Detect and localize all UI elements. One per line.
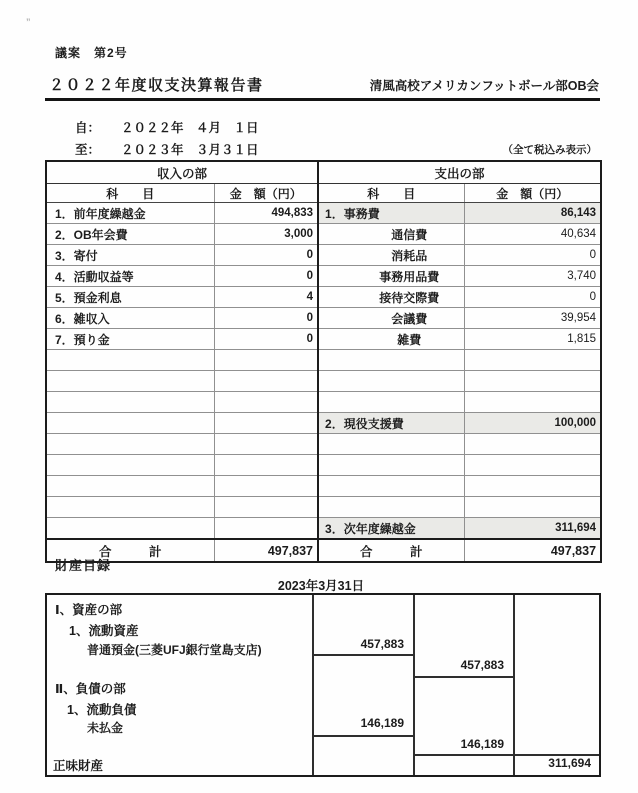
expense-total-label: 合 計: [318, 539, 464, 562]
payables-amount: 146,189: [360, 716, 404, 730]
total-row: [46, 539, 601, 562]
inventory-table: [45, 593, 601, 777]
income-label-cell: [46, 455, 214, 476]
expense-label-cell: 1．事務費: [318, 203, 464, 224]
period-from-value: ２０２２年 ４月 １日: [121, 121, 259, 135]
column-header-row: [46, 184, 601, 203]
inventory-date: 2023年3月31日: [277, 579, 365, 593]
expense-amount-cell: 3,740: [464, 266, 601, 287]
expense-label-cell: [318, 455, 464, 476]
expense-label-cell: 消耗品: [318, 245, 464, 266]
expense-amount-cell: [464, 455, 601, 476]
expense-label-cell: 接待交際費: [318, 287, 464, 308]
income-amount-cell: [214, 518, 318, 540]
scan-artifact-mark: ”: [26, 17, 31, 27]
expense-amount-cell: 311,694: [464, 518, 601, 540]
table-row: [46, 266, 601, 287]
tax-inclusive-note: （全て税込み表示）: [502, 144, 597, 156]
report-title: ２０２２年度収支決算報告書: [49, 77, 264, 94]
expense-amount-cell: 100,000: [464, 413, 601, 434]
income-label-cell: [46, 350, 214, 371]
income-label-cell: 4．活動収益等: [46, 266, 214, 287]
expense-label-cell: 通信費: [318, 224, 464, 245]
expense-amount-cell: [464, 476, 601, 497]
expense-label-cell: [318, 371, 464, 392]
deposit-underline: [312, 654, 413, 656]
income-amount-cell: 0: [214, 245, 318, 266]
income-label-cell: 3．寄付: [46, 245, 214, 266]
table-row: [46, 413, 601, 434]
table-row: [46, 224, 601, 245]
agenda-number: 議案 第2号: [55, 46, 128, 60]
income-label-cell: [46, 476, 214, 497]
income-amount-cell: [214, 413, 318, 434]
expense-label-cell: [318, 350, 464, 371]
organization-name: 清風高校アメリカンフットボール部OB会: [369, 79, 599, 93]
inventory-title: 財産目録: [55, 558, 112, 573]
expense-label-cell: [318, 392, 464, 413]
income-total-label: 合 計: [46, 539, 214, 562]
table-row: [46, 287, 601, 308]
expense-amount-cell: 86,143: [464, 203, 601, 224]
expense-amount-cell: 0: [464, 245, 601, 266]
liabilities-subtotal-amount: 146,189: [460, 737, 504, 751]
expense-label-cell: [318, 476, 464, 497]
income-label-cell: [46, 392, 214, 413]
income-amount-header: 金 額（円）: [214, 184, 318, 203]
income-amount-cell: [214, 455, 318, 476]
period-to-row: [75, 140, 259, 158]
expense-label-cell: 雑費: [318, 329, 464, 350]
expense-amount-cell: [464, 434, 601, 455]
table-row: [46, 245, 601, 266]
title-bar: [45, 74, 600, 101]
expense-label-cell: 会議費: [318, 308, 464, 329]
income-label-cell: [46, 413, 214, 434]
income-label-cell: 6．雑収入: [46, 308, 214, 329]
expense-amount-cell: 39,954: [464, 308, 601, 329]
income-label-cell: [46, 434, 214, 455]
income-amount-cell: [214, 476, 318, 497]
period-from-label: 自：: [75, 121, 101, 135]
expense-amount-cell: [464, 371, 601, 392]
income-amount-cell: [214, 497, 318, 518]
table-row: [46, 371, 601, 392]
table-row: [46, 392, 601, 413]
expense-total-amount: 497,837: [464, 539, 601, 562]
expense-label-cell: [318, 434, 464, 455]
income-label-cell: [46, 497, 214, 518]
payables-label: 未払金: [87, 721, 124, 735]
inventory-divider-3: [513, 595, 515, 775]
income-total-amount: 497,837: [214, 539, 318, 562]
income-amount-cell: [214, 371, 318, 392]
income-label-cell: [46, 371, 214, 392]
current-assets-label: 1、流動資産: [69, 624, 139, 638]
expense-label-cell: 2．現役支援費: [318, 413, 464, 434]
table-row: [46, 518, 601, 540]
table-row: [46, 350, 601, 371]
net-assets-amount: 311,694: [548, 756, 591, 770]
deposit-label: 普通預金(三菱UFJ銀行堂島支店): [87, 643, 262, 657]
expense-amount-cell: [464, 392, 601, 413]
table-row: [46, 434, 601, 455]
payables-underline: [312, 735, 413, 737]
table-row: [46, 203, 601, 224]
inventory-divider-1: [312, 595, 314, 775]
liabilities-section-label: Ⅱ、負債の部: [55, 682, 126, 696]
expense-subject-header: 科 目: [318, 184, 464, 203]
period-to-value: ２０２３年 ３月３１日: [121, 143, 259, 157]
settlement-table: [45, 160, 602, 563]
expense-amount-header: 金 額（円）: [464, 184, 601, 203]
deposit-amount: 457,883: [360, 637, 404, 651]
expense-amount-cell: [464, 350, 601, 371]
expense-label-cell: 3．次年度繰越金: [318, 518, 464, 540]
income-amount-cell: 494,833: [214, 203, 318, 224]
table-row: [46, 455, 601, 476]
income-section-header: 収入の部: [46, 161, 318, 184]
income-label-cell: 7．預り金: [46, 329, 214, 350]
table-row: [46, 308, 601, 329]
income-amount-cell: [214, 350, 318, 371]
income-label-cell: 2．OB年会費: [46, 224, 214, 245]
income-amount-cell: 4: [214, 287, 318, 308]
income-amount-cell: 0: [214, 266, 318, 287]
expense-label-cell: [318, 497, 464, 518]
expense-label-cell: 事務用品費: [318, 266, 464, 287]
income-amount-cell: 3,000: [214, 224, 318, 245]
income-label-cell: 1．前年度繰越金: [46, 203, 214, 224]
current-liabilities-label: 1、流動負債: [67, 703, 137, 717]
assets-section-label: Ⅰ、資産の部: [55, 603, 123, 617]
net-assets-label: 正味財産: [53, 759, 104, 773]
expense-amount-cell: 40,634: [464, 224, 601, 245]
table-row: [46, 329, 601, 350]
income-subject-header: 科 目: [46, 184, 214, 203]
section-header-row: [46, 161, 601, 184]
table-row: [46, 476, 601, 497]
assets-subtotal-underline: [413, 676, 513, 678]
expense-section-header: 支出の部: [318, 161, 601, 184]
expense-amount-cell: [464, 497, 601, 518]
income-amount-cell: 0: [214, 308, 318, 329]
table-row: [46, 497, 601, 518]
period-to-label: 至：: [75, 143, 101, 157]
income-amount-cell: [214, 392, 318, 413]
income-amount-cell: [214, 434, 318, 455]
period-from-row: [75, 118, 259, 136]
income-label-cell: [46, 518, 214, 540]
income-label-cell: 5．預金利息: [46, 287, 214, 308]
expense-amount-cell: 0: [464, 287, 601, 308]
income-amount-cell: 0: [214, 329, 318, 350]
assets-subtotal-amount: 457,883: [460, 658, 504, 672]
expense-amount-cell: 1,815: [464, 329, 601, 350]
